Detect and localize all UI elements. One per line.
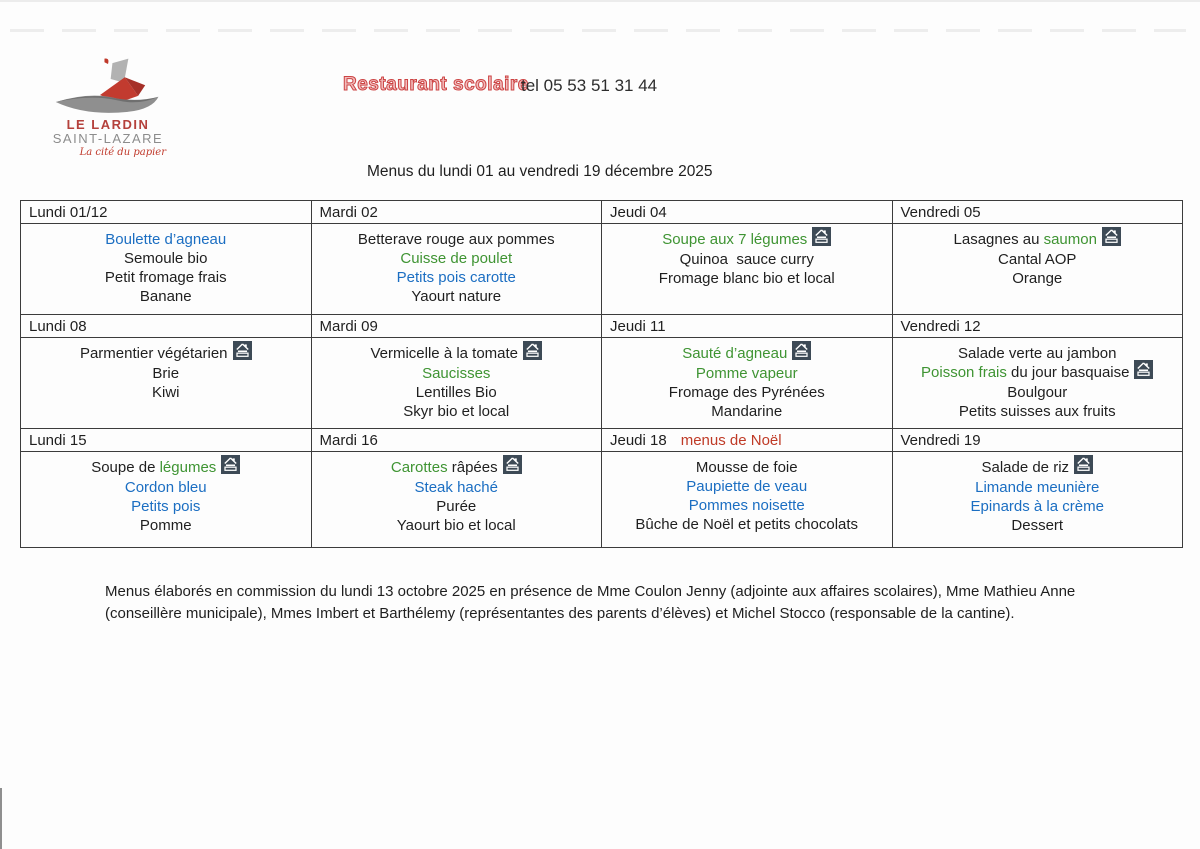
day-label: Mardi 02 [319,203,378,221]
menu-item-text: Steak haché [414,478,498,496]
week-2-header-row [21,315,1183,338]
menu-item-text: Soupe aux 7 légumes [662,231,808,248]
day-label-note: menus de Noël [680,431,782,449]
day-header-cell [892,315,1183,338]
document-title: Restaurant scolaire [343,74,529,95]
menu-line [25,516,307,535]
week-3-header-row [21,429,1183,452]
fait-maison-icon [1074,455,1093,474]
menu-line [606,230,888,250]
menu-line [606,344,888,364]
menu-item-text: Pommes noisette [688,497,805,514]
menu-item-text: Brie [152,364,180,382]
commission-footer-note: Menus élaborés en commission du lundi 13 octobre 2025 en présence de Mme Coulon Jenny (adjointe aux affaires scolaires), Mme Mathieu Anne (conseillère municipale), Mmes Imbert et Barthélemy (représentantes des parents d’élèves) et Michel Stocco (responsable de la cantine). [105,583,1076,622]
menu-period-subtitle: Menus du lundi 01 au vendredi 19 décembre 2025 [367,163,713,180]
menu-item-text: Salade verte au jambon [958,345,1117,362]
menu-line [897,269,1179,288]
menu-line [606,402,888,421]
fait-maison-icon [523,341,542,360]
day-header-cell [311,201,602,224]
menu-item-text: Lasagnes au [953,231,1044,248]
menu-line [25,249,307,268]
menu-item-text: Skyr bio et local [403,402,510,420]
week-1-content-row [21,224,1183,315]
menu-item-text: râpées [447,459,498,476]
menu-item-text: Petit fromage frais [104,269,227,286]
day-menu-cell [311,452,602,548]
menu-item-text: Vermicelle à la tomate [370,345,519,362]
menu-line [606,477,888,496]
day-menu-cell [21,224,312,315]
menu-item-text: Paupiette de veau [686,478,808,495]
menu-line [316,478,598,497]
menu-item-text: Cuisse de poulet [400,250,513,267]
menu-line [25,497,307,516]
menu-item-text: Orange [1012,269,1063,287]
menu-item-text: Fromage des Pyrénées [668,383,825,401]
week-3-content-row [21,452,1183,548]
paper-boat-logo-icon [49,56,167,118]
day-header-cell [892,429,1183,452]
menu-item-text: Pomme [139,516,192,534]
menu-line [316,249,598,268]
scan-artifact [0,788,2,849]
day-label: Vendredi 12 [900,317,981,335]
day-menu-cell [21,338,312,429]
menu-item-text: Parmentier végétarien [79,345,228,362]
day-menu-cell [892,338,1183,429]
menu-item-text: Cantal AOP [998,250,1077,268]
menu-item-text: Quinoa sauce curry [679,250,814,268]
menu-item-text: Saucisses [422,364,491,382]
menu-line [897,363,1179,383]
menu-line [316,383,598,402]
fait-maison-icon [1102,227,1121,246]
logo-tagline: La cité du papier [79,147,166,158]
menu-line [606,364,888,383]
day-menu-cell [602,452,893,548]
fait-maison-icon [792,341,811,360]
menu-line [897,458,1179,478]
fait-maison-icon [233,341,252,360]
menu-item-text: Pomme vapeur [695,364,798,382]
scan-artifact [10,29,1186,32]
menu-line [897,402,1179,421]
menu-item-text: Yaourt nature [411,288,502,305]
day-header-cell [892,201,1183,224]
fait-maison-icon [812,227,831,246]
menu-line [897,383,1179,402]
logo-town-name-2: SAINT-LAZARE [52,131,164,146]
menu-line [25,344,307,364]
day-menu-cell [311,338,602,429]
menu-line [316,516,598,535]
menu-item-text: Semoule bio [124,250,208,267]
menu-item-text: Banane [139,288,192,305]
menu-item-text: Bûche de Noël et petits chocolats [635,516,859,533]
menu-line [25,268,307,287]
day-header-cell [311,429,602,452]
menu-line [897,250,1179,269]
fait-maison-icon [221,455,240,474]
fait-maison-icon [1134,360,1153,379]
menu-item-text: Dessert [1011,516,1064,534]
menu-line [606,515,888,534]
day-header-cell [602,429,893,452]
menu-line [25,383,307,402]
menu-line [316,458,598,478]
day-label: Lundi 08 [29,317,87,335]
menu-item-text: Mandarine [711,402,783,420]
menu-item-text: Mousse de foie [695,459,798,476]
day-menu-cell [602,338,893,429]
menu-item-text: Petits suisses aux fruits [958,402,1116,420]
menu-item-text: Limande meunière [975,478,1100,496]
menu-line [316,344,598,364]
menu-line [897,230,1179,250]
menu-item-text: Petits pois [131,497,201,515]
day-header-cell [21,429,312,452]
menu-line [897,478,1179,497]
day-header-cell [602,315,893,338]
menu-item-text: du jour basquaise [1006,364,1130,381]
menu-line [316,364,598,383]
menu-line [316,287,598,306]
menu-line [316,497,598,516]
menu-line [897,516,1179,535]
menu-item-text: Sauté d’agneau [682,345,788,362]
menu-item-text: Kiwi [151,383,180,401]
day-header-cell [21,201,312,224]
menu-line [606,269,888,288]
day-header-cell [602,201,893,224]
logo-town-name: LE LARDIN [66,117,150,132]
day-header-cell [311,315,602,338]
menu-line [606,250,888,269]
week-2-content-row [21,338,1183,429]
menu-line [316,230,598,249]
menu-item-text: Betterave rouge aux pommes [357,231,555,248]
menu-table [20,200,1183,548]
menu-table-body [21,201,1183,548]
menu-item-text: Poisson frais [921,364,1007,381]
menu-line [606,458,888,477]
day-label: Jeudi 11 [610,317,666,335]
menu-line [606,383,888,402]
day-menu-cell [21,452,312,548]
menu-item-text: Carottes [390,459,448,476]
day-label: Vendredi 19 [900,431,981,449]
menu-line [25,478,307,497]
menu-item-text: Yaourt bio et local [396,516,516,534]
menu-item-text: Lentilles Bio [415,383,497,401]
menu-item-text: Petits pois carotte [396,269,516,286]
menu-item-text: Purée [436,497,477,515]
menu-line [25,287,307,306]
menu-item-text: Salade de riz [981,459,1070,476]
menu-item-text: Soupe de [91,459,160,476]
town-logo [40,56,176,159]
menu-line [316,402,598,421]
fait-maison-icon [503,455,522,474]
menu-item-text: saumon [1043,231,1097,248]
phone-number: tel 05 53 51 31 44 [521,76,658,95]
day-label: Mardi 16 [319,431,378,449]
menu-line [25,364,307,383]
day-label: Jeudi 18 [610,431,667,449]
day-label: Vendredi 05 [900,203,981,221]
day-header-cell [21,315,312,338]
menu-item-text: Fromage blanc bio et local [658,269,835,287]
menu-item-text: Cordon bleu [124,478,207,496]
menu-item-text: légumes [159,459,217,476]
day-label: Lundi 15 [29,431,87,449]
day-menu-cell [892,224,1183,315]
menu-item-text: Epinards à la crème [970,497,1104,515]
menu-item-text: Boulgour [1007,383,1068,401]
day-menu-cell [602,224,893,315]
day-label: Jeudi 04 [610,203,667,221]
day-label: Lundi 01/12 [29,203,108,221]
day-menu-cell [892,452,1183,548]
menu-item-text: Boulette d’agneau [105,231,227,248]
day-label: Mardi 09 [319,317,378,335]
menu-line [606,496,888,515]
menu-line [25,458,307,478]
menu-line [316,268,598,287]
menu-line [25,230,307,249]
scan-artifact [0,0,1200,2]
day-menu-cell [311,224,602,315]
menu-line [897,497,1179,516]
week-1-header-row [21,201,1183,224]
